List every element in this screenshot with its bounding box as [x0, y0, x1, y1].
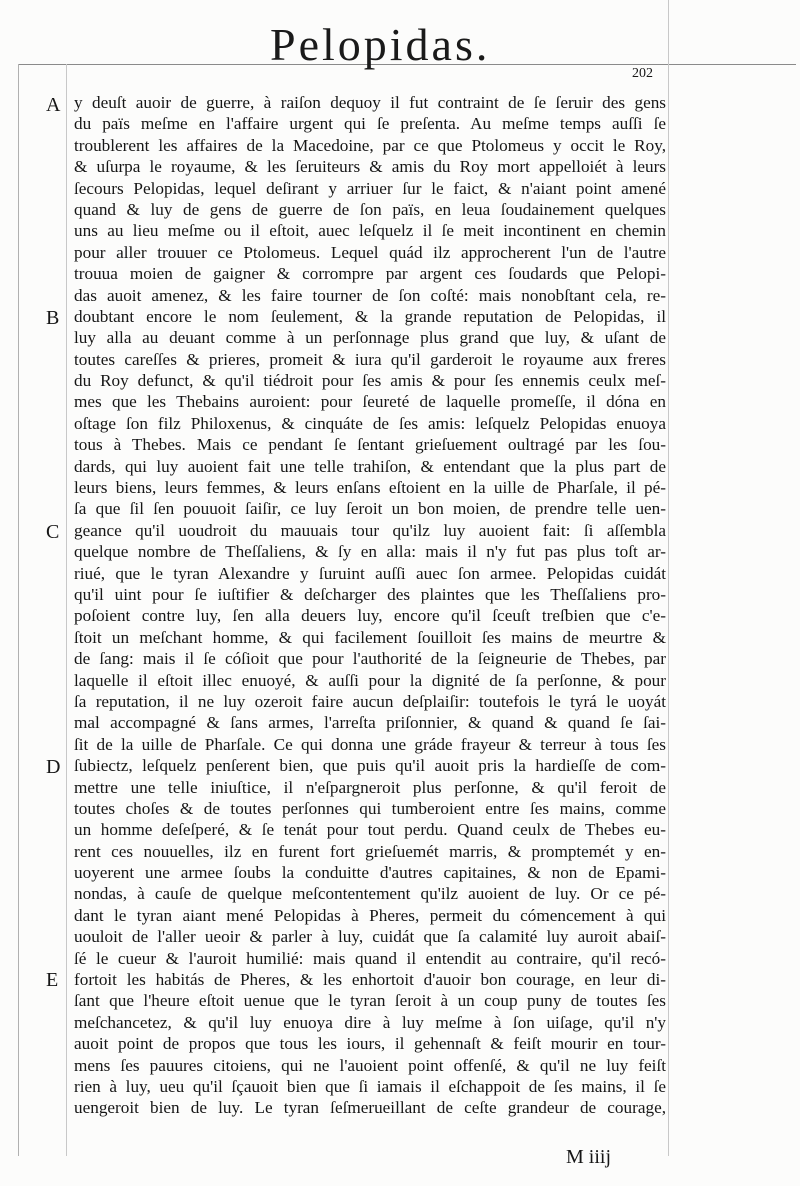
text-line: ſecours Pelopidas, lequel deſirant y arriuer ſur le faict, & n'aiant point amené — [74, 178, 666, 198]
text-line: troublerent les affaires de la Macedoine, par ce que Ptolomeus y occit le Roy, — [74, 135, 666, 155]
text-line: trouua moien de gaigner & corrompre par argent ces ſoudards que Pelopi- — [74, 264, 666, 284]
text-line: toutes choſes & de toutes perſonnes qui tumberoient entre ſes mains, comme — [74, 798, 666, 818]
text-line: rent ces nouuelles, ilz en furent fort grieſuemét marris, & promptemét y en- — [74, 841, 666, 861]
text-line: oſtage ſon filz Philoxenus, & cinquáte de ſes amis: leſquelz Pelopidas enuoya — [74, 413, 666, 433]
text-margin-rule — [66, 64, 67, 1156]
text-line: mal accompagné & ſans armes, l'arreſta priſonnier, & quand & quand ſe ſai- — [74, 713, 666, 733]
body-text — [74, 92, 666, 1119]
text-line: ſit de la uille de Pharſale. Ce qui donna une gráde frayeur & terreur à tous ſes — [74, 734, 666, 754]
text-line: & uſurpa le royaume, & les ſeruiteurs & amis du Roy mort appelloiét à leurs — [74, 157, 666, 177]
text-line: de ſang: mais il ſe cóſioit que pour l'authorité de la ſeigneurie de Thebes, par — [74, 649, 666, 669]
text-line: du païs meſme en l'affaire urgent qui ſe preſenta. Au meſme temps auſſi ſe — [74, 114, 666, 134]
text-line: ſtoit un meſchant homme, & qui facilement ſouilloit ſes mains de meurtre & — [74, 627, 666, 647]
text-line: mens ſes pauures citoiens, qui ne l'auoient point offenſé, & qu'il ne luy feiſt — [74, 1055, 666, 1075]
text-line: geance qu'il uoudroit du mauuais tour qu'ilz luy auoient fait: ſi aſſembla — [74, 520, 666, 540]
text-line: dant le tyran aiant mené Pelopidas à Pheres, permeit du cómencement à qui — [74, 905, 666, 925]
right-margin-rule — [668, 0, 669, 1156]
text-line: du Roy defunct, & qu'il tiédroit pour ſes amis & pour ſes ennemis ceulx meſ- — [74, 371, 666, 391]
text-line: y deuſt auoir de guerre, à raiſon dequoy il fut contraint de ſe ſeruir des gens — [74, 93, 666, 112]
margin-letter-b: B — [46, 307, 60, 329]
text-line: uouloit de l'aller ueoir & parler à luy, cuidát que ſa calamité luy auroit abaiſ- — [74, 927, 666, 947]
text-line: un homme deſeſperé, & ſe tenát pour tout perdu. Quand ceulx de Thebes eu- — [74, 820, 666, 840]
text-line: das auoit amenez, & les faire tourner de ſon coſté: mais nonobſtant cela, re- — [74, 285, 666, 305]
text-line: leurs biens, leurs femmes, & leurs enſans eſtoient en la uille de Pharſale, il pé- — [74, 478, 666, 498]
text-line: auoit point de propos que tous les iours, il gehennaſt & feiſt mourir en tour- — [74, 1034, 666, 1054]
text-line: nondas, à cauſe de quelque meſcontentement qu'ilz auoient de luy. Or ce pé- — [74, 884, 666, 904]
left-margin-rule — [18, 64, 19, 1156]
text-line: mettre une telle iniuſtice, il n'eſpargneroit plus perſonne, & qu'il feroit de — [74, 777, 666, 797]
text-line: pour aller trouuer ce Ptolomeus. Lequel quád ilz approcherent l'un de l'autre — [74, 242, 666, 262]
text-line: toutes careſſes & prieres, promeit & iura qu'il garderoit le royaume aux freres — [74, 349, 666, 369]
running-title: Pelopidas. — [270, 19, 491, 70]
text-line: ſant que l'heure eſtoit uenue que le tyran ſeroit à un coup puny de toutes ſes — [74, 991, 666, 1011]
text-line: fortoit les habitás de Pheres, & les enhortoit d'auoir bon courage, en leur di- — [74, 970, 666, 990]
text-line: ſé le cueur & l'auroit humilié: mais quand il entendit au contraire, qu'il recó- — [74, 948, 666, 968]
margin-letter-a: A — [46, 94, 61, 116]
text-line: laquelle il eſtoit illec enuoyé, & auſſi pour la dignité de ſa perſonne, & pour — [74, 670, 666, 690]
text-line: luy alla au deuant comme à un perſonnage plus grand que luy, & uſant de — [74, 328, 666, 348]
text-line: ſa reputation, il ne luy ozeroit faire aucun deſplaiſir: toutefois le tyrá le uoyát — [74, 691, 666, 711]
text-line: dards, qui luy auoient fait une telle trahiſon, & entendant que la plus part de — [74, 456, 666, 476]
text-line: ſubiectz, leſquelz penſerent bien, que puis qu'il auoit pris la hardieſſe de com- — [74, 756, 666, 776]
text-line: rien à luy, ueu qu'il ſçauoit bien que ſi iamais il eſchappoit de ſes mains, il ſe — [74, 1076, 666, 1096]
signature-mark: M iiij — [566, 1146, 612, 1168]
text-line: uns au lieu meſme ou il eſtoit, auec leſquelz il ſe meit incontinent en chemin — [74, 221, 666, 241]
text-line: qu'il uint pour ſe iuſtifier & deſcharger des plaintes que les Theſſaliens pro- — [74, 584, 666, 604]
text-line: doubtant encore le nom ſeulement, & la grande reputation de Pelopidas, il — [74, 306, 666, 326]
text-line: uengeroit bien de luy. Le tyran ſeſmerueillant de ceſte grandeur de courage, — [74, 1098, 666, 1118]
text-line: ſa que ſil ſen pouuoit ſaiſir, ce luy ſeroit un bon moien, de prendre telle uen- — [74, 499, 666, 519]
text-line: mes que les Thebains auroient: pour ſeureté de laquelle promeſſe, il dóna en — [74, 392, 666, 412]
margin-letter-e: E — [46, 969, 59, 991]
text-line: quelque nombre de Theſſaliens, & ſy en alla: mais il n'y fut pas plus toſt ar- — [74, 542, 666, 562]
text-line: tous à Thebes. Mais ce pendant ſe ſentant grieſuement oultragé par les ſou- — [74, 435, 666, 455]
text-line: quand & luy de gens de guerre de ſon païs, en leua ſoudainement quelques — [74, 199, 666, 219]
page-number: 202 — [632, 66, 653, 81]
text-line: meſchancetez, & qu'il luy enuoya dire à luy meſme à ſon uiſage, qu'il n'y — [74, 1012, 666, 1032]
text-line: poſoient contre luy, ſen alla deuers luy, encore qu'il ſceuſt treſbien que c'e- — [74, 606, 666, 626]
text-line: uoyerent une armee ſoubs la conduitte d'autres capitaines, & non de Epami- — [74, 863, 666, 883]
margin-letter-d: D — [46, 756, 61, 778]
text-line: riué, que le tyran Alexandre y ſuruint auſſi auec ſon armee. Pelopidas cuidát — [74, 563, 666, 583]
margin-letter-c: C — [46, 521, 60, 543]
